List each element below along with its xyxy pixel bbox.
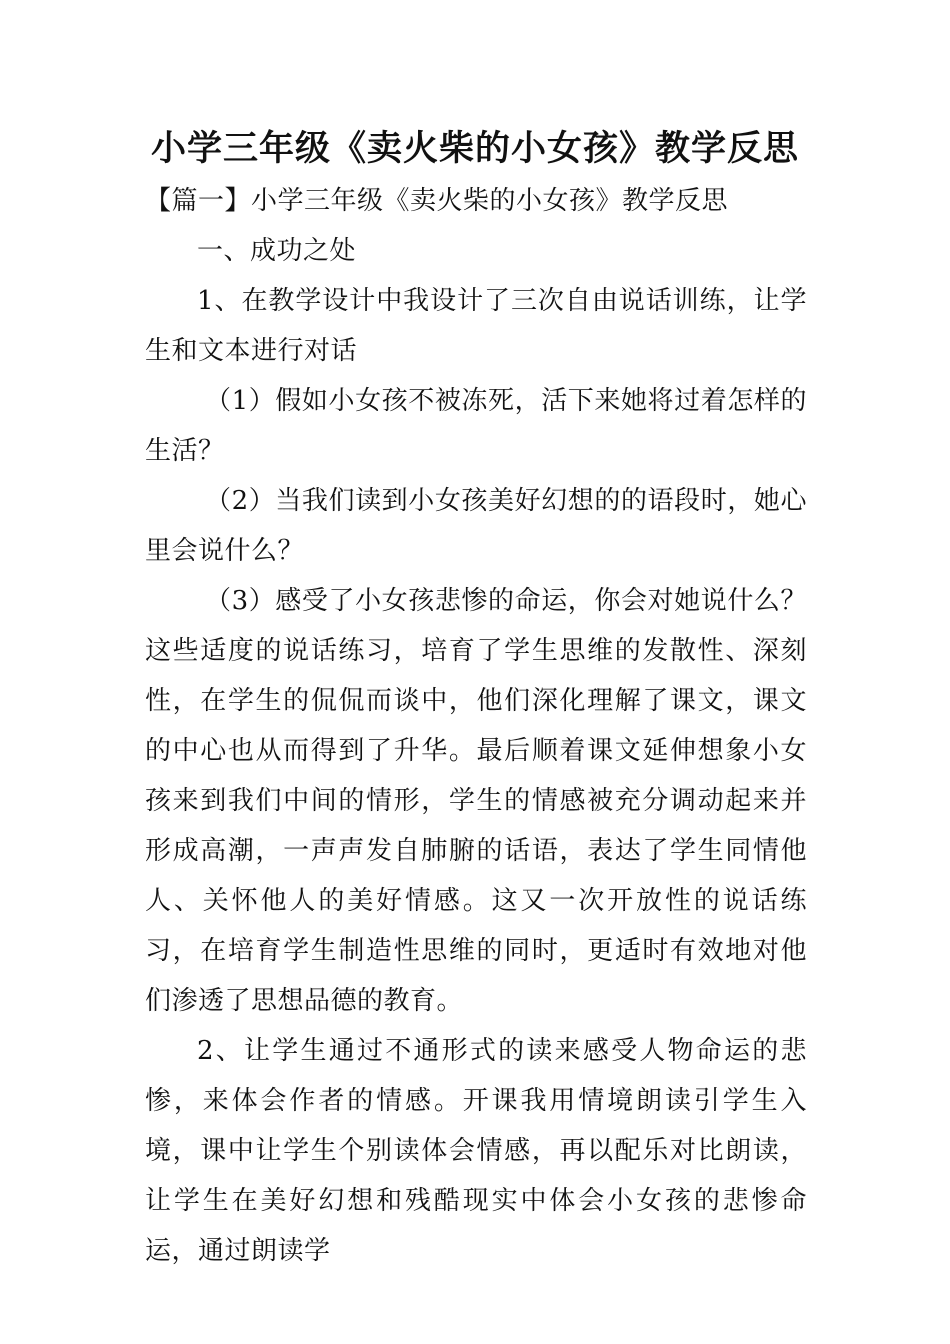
paragraph-question-3: （3）感受了小女孩悲惨的命运，你会对她说什么？这些适度的说话练习，培育了学生思维的发散性、深刻性，在学生的侃侃而谈中，他们深化理解了课文，课文的中心也从而得到了升华。最后顺着课文延伸想象小女孩来到我们中间的情形，学生的情感被充分调动起来并形成高潮，一声声发自肺腑的话语，表达了学生同情他人、关怀他人的美好情感。这又一次开放性的说话练习，在培育学生制造性思维的同时，更适时有效地对他们渗透了思想品德的教育。 <box>145 586 807 1016</box>
section-heading: 【篇一】小学三年级《卖火柴的小女孩》教学反思 <box>145 186 729 216</box>
document-body <box>145 176 807 1276</box>
document-title: 小学三年级《卖火柴的小女孩》教学反思 <box>150 128 799 169</box>
paragraph-question-1: （1）假如小女孩不被冻死，活下来她将过着怎样的生活？ <box>145 386 807 466</box>
paragraph-success-heading: 一、成功之处 <box>197 236 357 266</box>
paragraph-question-2: （2）当我们读到小女孩美好幻想的的语段时，她心里会说什么？ <box>145 486 807 566</box>
paragraph-point-2: 2、让学生通过不通形式的读来感受人物命运的悲惨，来体会作者的情感。开课我用情境朗读引学生入境，课中让学生个别读体会情感，再以配乐对比朗读，让学生在美好幻想和残酷现实中体会小女孩的悲惨命运，通过朗读学 <box>145 1036 807 1266</box>
paragraph-point-1: 1、在教学设计中我设计了三次自由说话训练，让学生和文本进行对话 <box>145 286 807 366</box>
